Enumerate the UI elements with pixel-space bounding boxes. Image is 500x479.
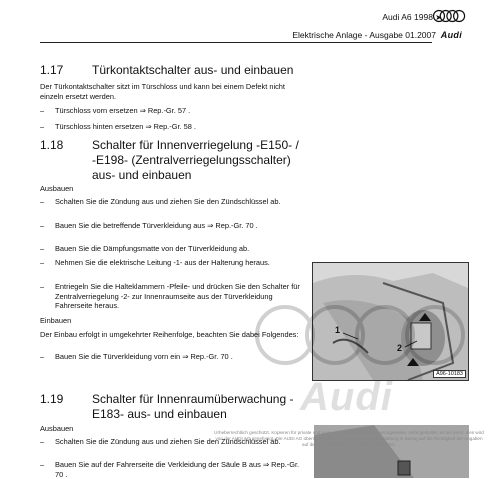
list-item-text[interactable]: Bauen Sie die Türverkleidung vorn ein ⇒ Rep.-Gr. 70 . <box>55 352 233 361</box>
list-item: – Türschloss hinten ersetzen ⇒ Rep.-Gr. 58 . <box>40 122 302 132</box>
list-item-text: Schalten Sie die Zündung aus und ziehen Sie den Zündschlüssel ab. <box>55 437 281 446</box>
subhead-ausbauen: Ausbauen <box>40 184 74 193</box>
list-item-text[interactable]: Türschloss vorn ersetzen ⇒ Rep.-Gr. 57 . <box>55 106 191 115</box>
list-item: – Nehmen Sie die elektrische Leitung -1- aus der Halterung heraus. <box>40 258 302 268</box>
list-item: – Schalten Sie die Zündung aus und ziehen Sie den Zündschlüssel ab. <box>40 437 302 447</box>
list-item-text: Bauen Sie die Dämpfungsmatte von der Türverkleidung ab. <box>55 244 250 253</box>
section-intro-1-17: Der Türkontaktschalter sitzt im Türschloss und kann bei einem Defekt nicht einzeln ersetzt werden. <box>40 82 285 101</box>
section-title-1-19: Schalter für Innenraumüberwachung -E183- aus- und einbauen <box>92 392 294 421</box>
section-number-1-19: 1.19 <box>40 392 64 406</box>
list-item-text[interactable]: Bauen Sie die betreffende Türverkleidung aus ⇒ Rep.-Gr. 70 . <box>55 221 258 230</box>
list-item-text: Entriegeln Sie die Halteklammern -Pfeile- und drücken Sie den Schalter für Zentralverriegelung -2- zur Innenraumseite aus der Türverkleidung Fahrerseite heraus. <box>55 282 300 311</box>
subhead-ausbauen-2: Ausbauen <box>40 424 74 433</box>
list-item: – Bauen Sie die Türverkleidung vorn ein ⇒ Rep.-Gr. 70 . <box>40 352 302 362</box>
section-number-1-18: 1.18 <box>40 138 64 152</box>
section-title-1-17: Türkontaktschalter aus- und einbauen <box>92 63 294 77</box>
list-item: – Bauen Sie auf der Fahrerseite die Verkleidung der Säule B aus ⇒ Rep.-Gr. 70 . <box>40 460 302 479</box>
manual-subtitle: Elektrische Anlage - Ausgabe 01.2007 <box>292 30 436 40</box>
list-item-text: Schalten Sie die Zündung aus und ziehen Sie den Zündschlüssel ab. <box>55 197 281 206</box>
section-number-1-17: 1.17 <box>40 63 64 77</box>
list-item: – Bauen Sie die Dämpfungsmatte von der Türverkleidung ab. <box>40 244 302 254</box>
list-item: – Entriegeln Sie die Halteklammern -Pfeile- und drücken Sie den Schalter für Zentralverriegelung -2- zur Innenraumseite aus der Türverkleidung Fahrerseite heraus. <box>40 282 302 311</box>
list-item: – Bauen Sie die betreffende Türverkleidung aus ⇒ Rep.-Gr. 70 . <box>40 221 302 231</box>
figure-callout-2: 2 <box>397 343 403 353</box>
figure-callout-1: 1 <box>335 325 341 335</box>
figure-label: A96-10183 <box>433 370 466 378</box>
section-title-1-18: Schalter für Innenverriegelung -E150- / -E198- (Zentralverriegelungsschalter) aus- und einbauen <box>92 138 299 182</box>
watermark-rings-icon <box>250 300 470 370</box>
manual-title-text: Audi A6 1998 <box>382 12 433 22</box>
list-item-text[interactable]: Türschloss hinten ersetzen ⇒ Rep.-Gr. 58 . <box>55 122 196 131</box>
watermark-word: Audi <box>300 375 393 419</box>
list-item: – Türschloss vorn ersetzen ⇒ Rep.-Gr. 57 . <box>40 106 302 116</box>
next-arrow-icon[interactable]: ➤ <box>435 13 442 22</box>
list-item: – Schalten Sie die Zündung aus und ziehen Sie den Zündschlüssel ab. <box>40 197 302 207</box>
list-item-text[interactable]: Bauen Sie auf der Fahrerseite die Verkleidung der Säule B aus ⇒ Rep.-Gr. 70 . <box>55 460 300 479</box>
subhead-einbauen: Einbauen <box>40 316 72 325</box>
header-rule <box>40 42 432 43</box>
audi-rings-icon <box>432 9 466 23</box>
list-item-text: Nehmen Sie die elektrische Leitung -1- aus der Halterung heraus. <box>55 258 270 267</box>
audi-logo-word: Audi <box>440 30 462 40</box>
install-intro: Der Einbau erfolgt in umgekehrter Reihenfolge, beachten Sie dabei Folgendes: <box>40 330 299 339</box>
watermark-copyright: Urheberrechtlich geschützt. Kopieren für private und gewerbliche Zwecke, auch auszugsweise, nicht gestattet, es sei denn, dies wird von der AUDI AG genehmigt. Die AUDI AG übernimmt keine Gewährleistung oder Haftung in Bezug auf die Richtigkeit der Angaben auf diesem Dokument. Copyright by AUDI AG. <box>214 430 484 447</box>
